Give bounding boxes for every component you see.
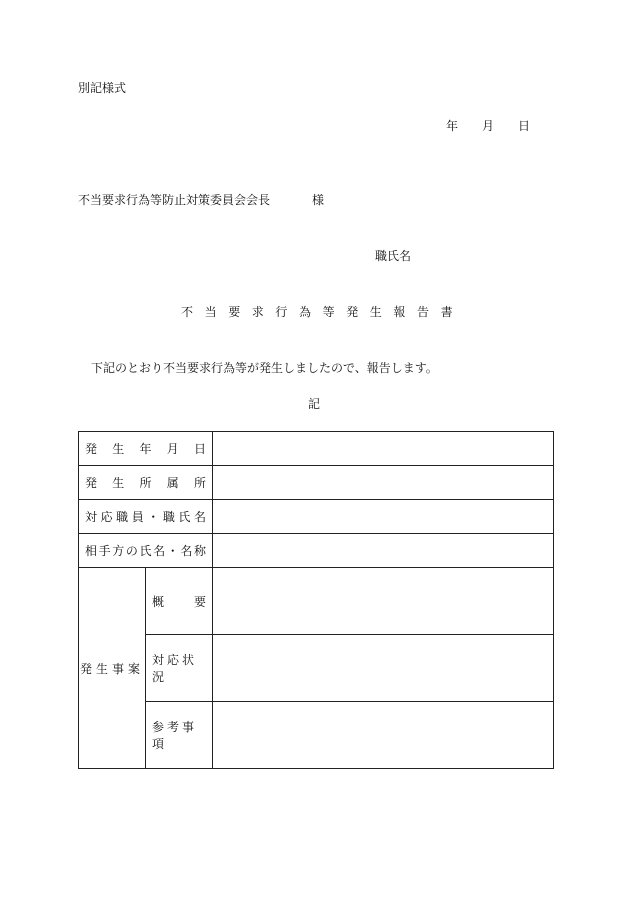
row-label-staff: 対応職員・職氏名	[79, 500, 213, 534]
honorific: 様	[312, 193, 325, 207]
row-value-staff[interactable]	[213, 500, 554, 534]
date-day-label: 日	[518, 119, 531, 133]
row-value-date[interactable]	[213, 432, 554, 466]
form-label: 別記様式	[78, 81, 127, 95]
subrow-value-response[interactable]	[213, 635, 554, 702]
subrow-label-reference: 参考事項	[146, 702, 213, 769]
date-year-label: 年	[446, 119, 459, 133]
table-row	[79, 568, 554, 635]
table-row	[79, 635, 554, 702]
report-table	[78, 431, 554, 769]
intro-text: 下記のとおり不当要求行為等が発生しましたので、報告します。	[91, 361, 438, 375]
row-label-date: 発生年月日	[79, 432, 213, 466]
table-row	[79, 534, 554, 568]
incident-group-label: 発生事案	[79, 568, 146, 769]
subrow-value-reference[interactable]	[213, 702, 554, 769]
date-month-label: 月	[482, 119, 495, 133]
subrow-label-summary	[146, 568, 213, 635]
sender-label: 職氏名	[375, 249, 412, 263]
row-label-office: 発生所属所	[79, 466, 213, 500]
ki-heading: 記	[308, 397, 321, 411]
table-row	[79, 466, 554, 500]
row-value-office[interactable]	[213, 466, 554, 500]
document-title: 不当要求行為等発生報告書	[181, 305, 465, 319]
subrow-label-summary-right: 要	[194, 594, 207, 609]
table-row	[79, 500, 554, 534]
subrow-label-summary-left: 概	[152, 594, 165, 609]
row-value-counterparty[interactable]	[213, 534, 554, 568]
row-label-counterparty: 相手方の氏名・名称	[79, 534, 213, 568]
subrow-value-summary[interactable]	[213, 568, 554, 635]
addressee: 不当要求行為等防止対策委員会会長	[78, 193, 271, 207]
table-row	[79, 702, 554, 769]
table-row	[79, 432, 554, 466]
subrow-label-response: 対応状況	[146, 635, 213, 702]
